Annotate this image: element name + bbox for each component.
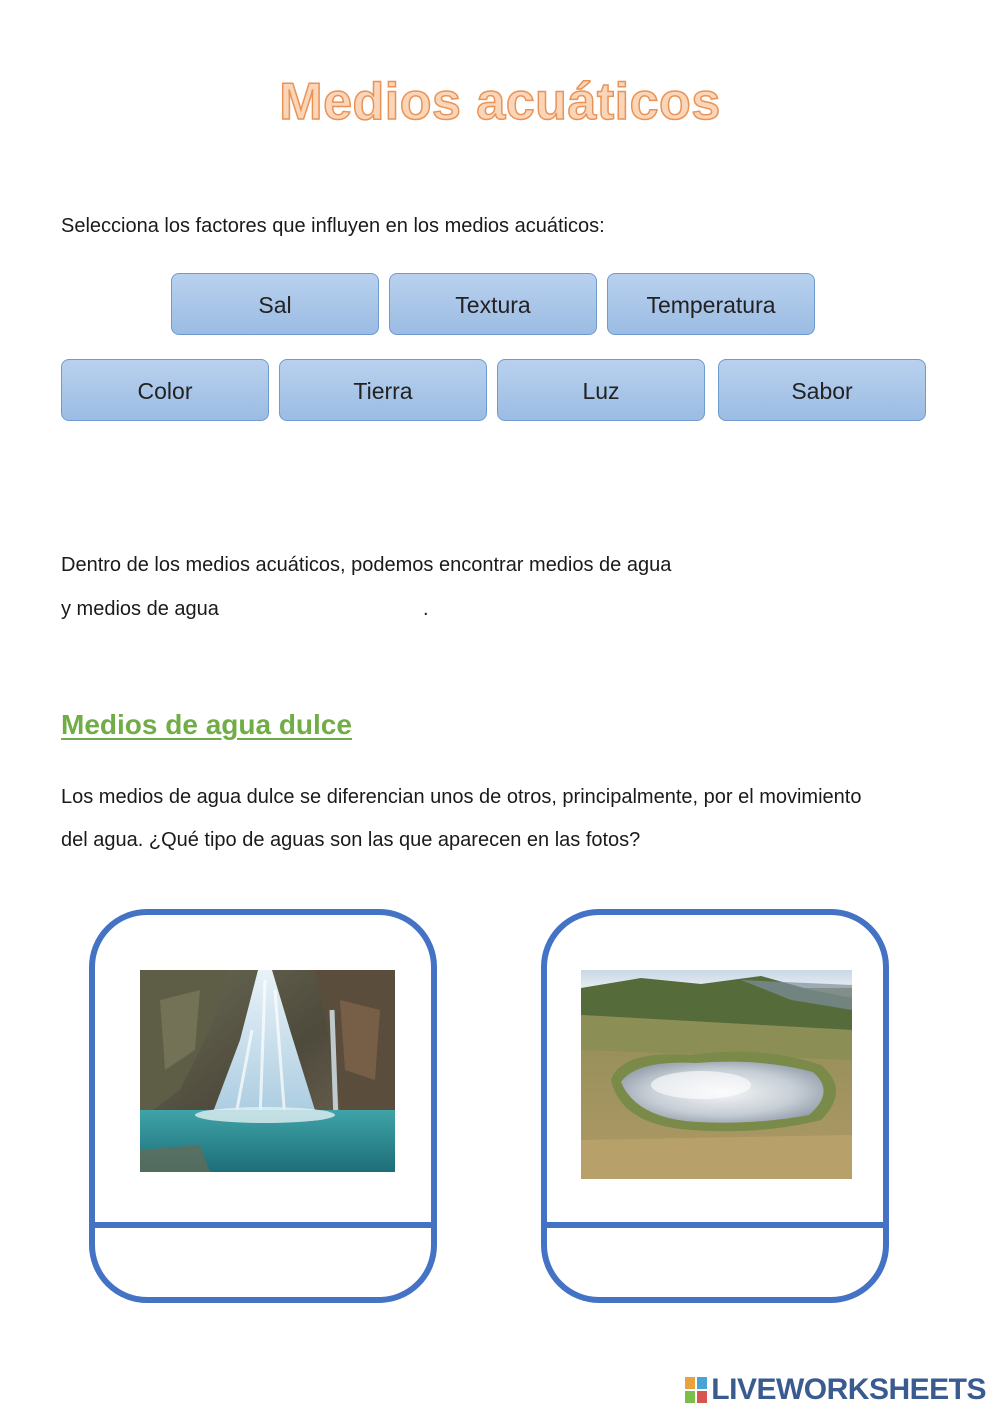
option-textura[interactable]: Textura xyxy=(389,273,597,335)
waterfall-photo xyxy=(140,970,395,1172)
option-temperatura[interactable]: Temperatura xyxy=(607,273,815,335)
paragraph-line-2: y medios de agua xyxy=(61,598,219,620)
answer-blank-1[interactable] xyxy=(718,552,928,578)
liveworksheets-logo[interactable] xyxy=(685,1373,986,1407)
option-sabor[interactable]: Sabor xyxy=(718,359,926,421)
liveworksheets-wordmark: LIVEWORKSHEETS xyxy=(711,1373,986,1406)
card-divider xyxy=(95,1222,431,1228)
section-text-line-2: del agua. ¿Qué tipo de aguas son las que aparecen en las fotos? xyxy=(61,829,641,851)
option-sal[interactable]: Sal xyxy=(171,273,379,335)
answer-box-1[interactable] xyxy=(115,1237,411,1293)
paragraph-line-1: Dentro de los medios acuáticos, podemos encontrar medios de agua xyxy=(61,554,672,576)
answer-blank-2[interactable] xyxy=(232,596,420,622)
liveworksheets-logo-icon xyxy=(685,1377,707,1403)
card-divider xyxy=(547,1222,883,1228)
option-luz[interactable]: Luz xyxy=(497,359,705,421)
paragraph-period: . xyxy=(423,598,429,620)
option-tierra[interactable]: Tierra xyxy=(279,359,487,421)
page-title: Medios acuáticos xyxy=(279,73,721,131)
section-text-line-1: Los medios de agua dulce se diferencian unos de otros, principalmente, por el movimiento xyxy=(61,786,862,808)
option-color[interactable]: Color xyxy=(61,359,269,421)
instruction-text: Selecciona los factores que influyen en los medios acuáticos: xyxy=(61,215,605,237)
section-heading: Medios de agua dulce xyxy=(61,709,352,740)
pond-photo xyxy=(581,970,852,1179)
answer-box-2[interactable] xyxy=(567,1237,863,1293)
